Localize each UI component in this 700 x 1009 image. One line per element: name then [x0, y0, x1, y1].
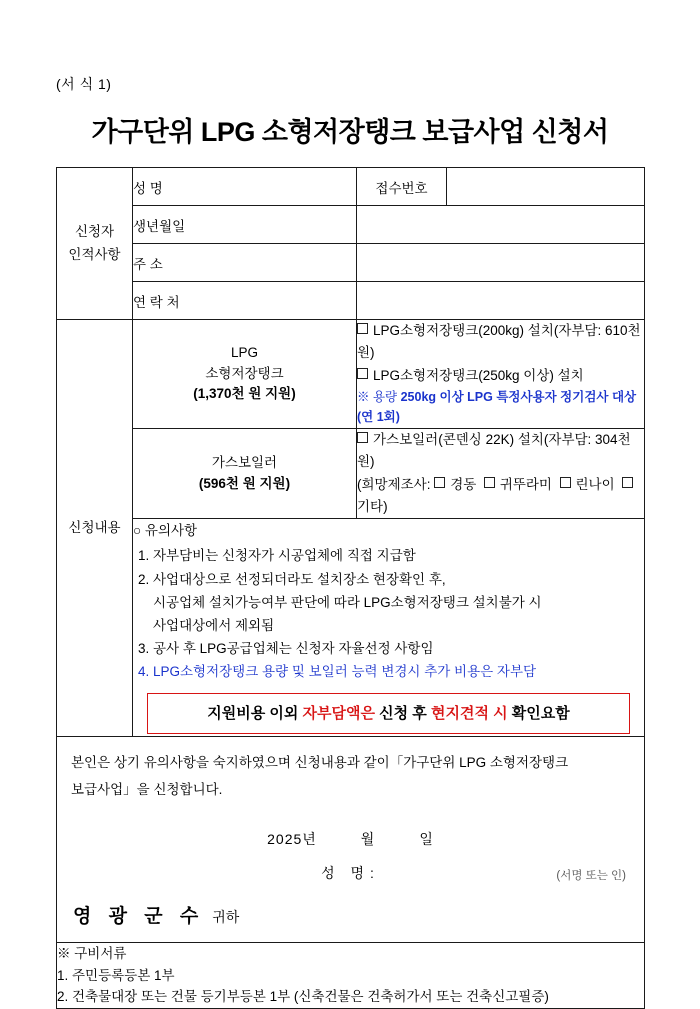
note-mark: ※	[357, 389, 373, 404]
receipt-number-value[interactable]	[447, 168, 645, 206]
warning-part-3: 신청 후	[379, 704, 431, 722]
declaration-cell	[57, 737, 645, 943]
note-part-3: LPG 특정사용자 정기검사 대상(연 1회)	[357, 389, 637, 425]
date-month[interactable]: 월	[360, 831, 376, 848]
list-item: 3. 공사 후 LPG공급업체는 신청자 자율선정 사항임	[153, 637, 644, 660]
boiler-options-cell	[357, 429, 645, 519]
contact-value[interactable]	[357, 282, 645, 320]
table-row	[57, 320, 645, 429]
birth-value[interactable]	[357, 206, 645, 244]
content-label: 신청내용	[68, 519, 121, 535]
declaration-line-1: 본인은 상기 유의사항을 숙지하였으며 신청내용과 같이「가구단위 LPG 소형저장탱크	[71, 755, 569, 771]
lpg-option-1[interactable]	[357, 320, 644, 365]
boiler-maker-1: 경동	[450, 476, 477, 492]
signature-label: 성 명:	[321, 865, 380, 882]
table-row	[57, 737, 645, 943]
note-2-line-1: 사업대상으로 선정되더라도 설치장소 현장확인 후,	[153, 571, 446, 587]
attachment-item-2: 2. 건축물대장 또는 건물 등기부등본 1부 (신축건물은 건축허가서 또는 건축신고필증)	[57, 989, 549, 1005]
list-item: 4. LPG소형저장탱크 용량 및 보일러 능력 변경시 추가 비용은 자부담	[153, 660, 644, 683]
lpg-options-cell	[357, 320, 645, 429]
boiler-label-cell	[133, 429, 357, 519]
address-label: 주 소	[133, 256, 163, 272]
boiler-support-amount: (596천 원 지원)	[198, 475, 291, 491]
notes-heading: ○ 유의사항	[133, 523, 198, 539]
list-item: 1. 자부담비는 신청자가 시공업체에 직접 지급함	[153, 544, 644, 567]
lpg-option-2-label: LPG소형저장탱크(250kg 이상) 설치	[373, 367, 584, 383]
checkbox-icon[interactable]	[434, 477, 445, 488]
notes-cell	[133, 519, 645, 737]
checkbox-icon[interactable]	[357, 368, 368, 379]
warning-part-4: 현지견적 시	[430, 704, 512, 722]
boiler-option[interactable]	[357, 429, 644, 474]
note-part-2: 250kg 이상	[400, 389, 468, 404]
note-2-line-3: 사업대상에서 제외됨	[153, 617, 275, 633]
boiler-option-label: 가스보일러(콘덴싱 22K) 설치(자부담: 304천 원)	[357, 432, 631, 470]
date-year[interactable]: 2025년	[267, 831, 317, 848]
note-part-1: 용량	[372, 389, 401, 404]
authority-suffix: 귀하	[212, 909, 240, 926]
lpg-option-2[interactable]	[357, 365, 644, 387]
lpg-tank-label-cell	[133, 320, 357, 429]
list-item	[153, 568, 644, 638]
birth-label-cell	[133, 206, 357, 244]
receipt-number-label-cell	[357, 168, 447, 206]
table-row	[57, 429, 645, 519]
name-label: 성 명	[133, 180, 163, 196]
warning-part-5: 확인요함	[511, 704, 570, 722]
contact-label-cell	[133, 282, 357, 320]
notes-list	[133, 544, 644, 683]
table-row	[57, 282, 645, 320]
table-row	[57, 206, 645, 244]
table-row	[57, 519, 645, 737]
checkbox-icon[interactable]	[357, 323, 368, 334]
declaration-line-2: 보급사업」을 신청합니다.	[71, 781, 223, 797]
boiler-maker-2: 귀뚜라미	[499, 476, 552, 492]
application-form-table	[56, 167, 645, 1009]
lpg-title: LPG	[230, 344, 258, 360]
boiler-maker-row	[357, 474, 644, 519]
address-label-cell	[133, 244, 357, 282]
name-label-cell	[133, 168, 357, 206]
boiler-maker-3: 린나이	[575, 476, 615, 492]
content-section-label	[57, 320, 133, 737]
page-title: 가구단위 LPG 소형저장탱크 보급사업 신청서	[91, 117, 609, 147]
checkbox-icon[interactable]	[560, 477, 571, 488]
checkbox-icon[interactable]	[622, 477, 633, 488]
attachments-heading: ※ 구비서류	[57, 946, 127, 962]
note-2-line-2: 시공업체 설치가능여부 판단에 따라 LPG소형저장탱크 설치불가 시	[153, 594, 542, 610]
checkbox-icon[interactable]	[357, 432, 368, 443]
table-row	[57, 943, 645, 1009]
form-number: (서 식 1)	[56, 76, 112, 92]
applicant-section-label	[57, 168, 133, 320]
warning-part-1: 지원비용 이외	[207, 704, 303, 722]
warning-box	[147, 693, 630, 735]
authority-line	[57, 887, 644, 942]
contact-label: 연 락 처	[133, 294, 180, 310]
date-day[interactable]: 일	[419, 831, 434, 848]
lpg-option-1-label: LPG소형저장탱크(200kg) 설치(자부담: 610천 원)	[357, 323, 641, 361]
date-row	[57, 829, 644, 849]
warning-part-2: 자부담액은	[302, 704, 380, 722]
authority-name: 영 광 군 수	[73, 906, 205, 928]
attachment-item-1: 1. 주민등록등본 1부	[57, 967, 175, 983]
declaration-text	[57, 737, 644, 813]
lpg-support-amount: (1,370천 원 지원)	[193, 386, 296, 402]
seal-note: (서명 또는 인)	[556, 870, 626, 883]
table-row	[57, 244, 645, 282]
lpg-subtitle: 소형저장탱크	[205, 365, 284, 381]
signature-row	[57, 863, 644, 883]
address-value[interactable]	[357, 244, 645, 282]
applicant-label-line1: 신청자	[74, 223, 115, 239]
applicant-label-line2: 인적사항	[68, 246, 121, 262]
boiler-maker-label: (희망제조사:	[357, 476, 435, 492]
checkbox-icon[interactable]	[484, 477, 495, 488]
table-row	[57, 168, 645, 206]
receipt-number-label: 접수번호	[375, 180, 428, 196]
attachments-cell	[57, 943, 645, 1009]
boiler-maker-4: 기타)	[357, 498, 388, 514]
lpg-inspection-note	[357, 387, 644, 428]
birth-label: 생년월일	[133, 218, 186, 234]
boiler-title: 가스보일러	[211, 454, 278, 470]
